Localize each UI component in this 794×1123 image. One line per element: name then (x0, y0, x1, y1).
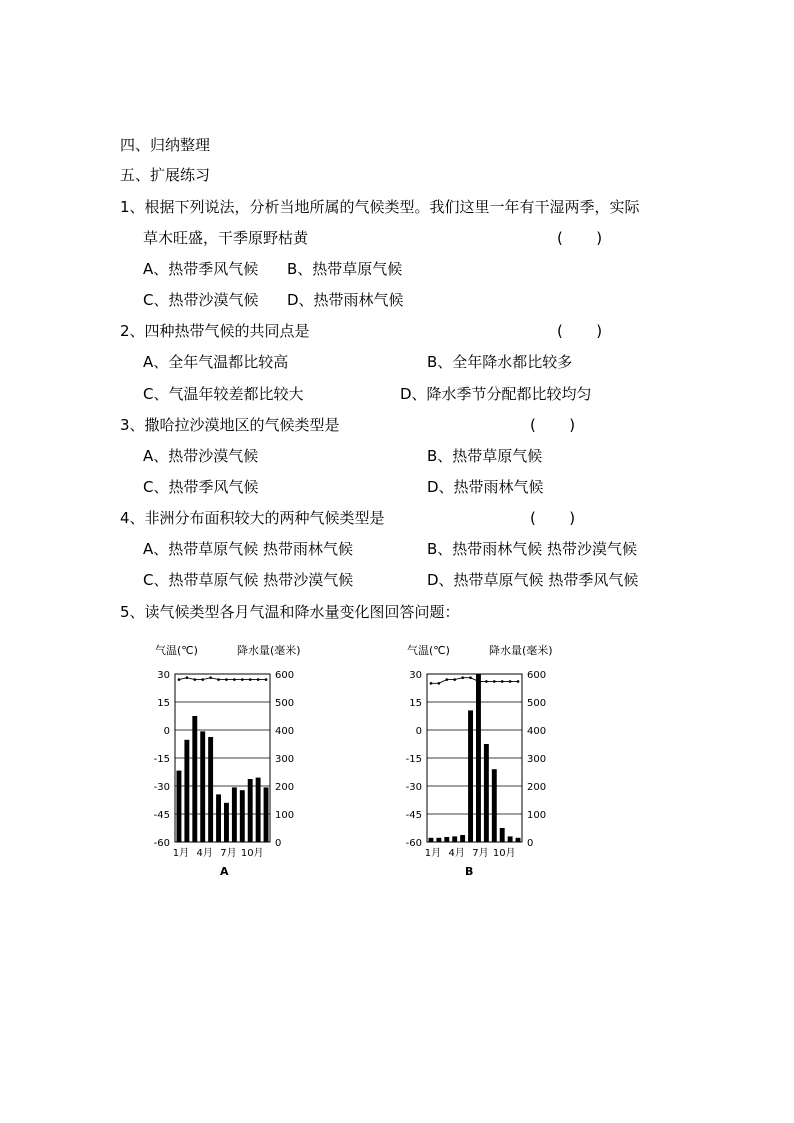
chart-a-precip-bar (240, 790, 245, 842)
chart-b-temperature-point (453, 678, 456, 681)
q1-option-d: D、热带雨林气候 (287, 291, 404, 309)
climate-chart-a (140, 630, 340, 890)
chart-b-temperature-point (485, 680, 488, 683)
chart-b-precip-bar (516, 838, 521, 842)
chart-a-right-tick-label: 500 (275, 698, 295, 709)
chart-a-precip-bar (177, 771, 182, 842)
chart-a-left-tick-label: -15 (153, 754, 170, 765)
q1-answer-blank[interactable]: ( ) (557, 229, 603, 247)
chart-b-right-axis-label: 降水量(毫米) (489, 644, 553, 657)
chart-a-title: A (220, 865, 229, 878)
chart-b-temperature-point (438, 682, 441, 685)
chart-b-precip-bar (460, 835, 465, 842)
chart-a-left-tick-label: -30 (153, 782, 170, 793)
chart-a-precip-bar (248, 779, 253, 842)
chart-b-temperature-point (517, 680, 520, 683)
q4-option-a: A、热带草原气候 热带雨林气候 (143, 540, 354, 558)
chart-a-right-tick-label: 600 (275, 670, 295, 681)
chart-b-temperature-point (469, 676, 472, 679)
chart-b-precip-bar (436, 838, 441, 842)
chart-b-precip-bar (444, 837, 449, 842)
chart-a-right-tick-label: 100 (275, 810, 295, 821)
chart-b-title: B (465, 865, 474, 878)
chart-a-precip-bar (264, 787, 269, 842)
chart-b-right-tick-label: 400 (527, 726, 547, 737)
q1-option-a: A、热带季风气候 (143, 260, 259, 278)
chart-b-temperature-point (509, 680, 512, 683)
chart-b-temperature-point (477, 680, 480, 683)
chart-b-left-tick-label: 0 (415, 726, 422, 737)
q3-option-d: D、热带雨林气候 (427, 478, 544, 496)
q3-answer-blank[interactable]: ( ) (530, 416, 576, 434)
chart-a-left-tick-label: 15 (157, 698, 170, 709)
q1-option-b: B、热带草原气候 (287, 260, 403, 278)
chart-b-x-tick-label: 7月 (472, 848, 489, 859)
chart-b-left-tick-label: 30 (409, 670, 422, 681)
chart-b-temperature-point (501, 680, 504, 683)
chart-a-temperature-point (217, 678, 220, 681)
chart-a-temperature-point (201, 678, 204, 681)
chart-b-temperature-point (445, 678, 448, 681)
chart-b-left-tick-label: -15 (405, 754, 422, 765)
q2-option-a: A、全年气温都比较高 (143, 353, 289, 371)
chart-b-left-tick-label: 15 (409, 698, 422, 709)
chart-a-temperature-line (179, 678, 266, 680)
q3-option-b: B、热带草原气候 (427, 447, 543, 465)
section-5-heading: 五、扩展练习 (120, 166, 211, 184)
q2-answer-blank[interactable]: ( ) (557, 322, 603, 340)
q4-answer-blank[interactable]: ( ) (530, 509, 576, 527)
chart-a-temperature-point (209, 676, 212, 679)
chart-a-temperature-point (249, 678, 252, 681)
chart-a-left-tick-label: -60 (153, 838, 170, 849)
chart-a-left-tick-label: 0 (163, 726, 170, 737)
chart-a-left-tick-label: -45 (153, 810, 170, 821)
chart-a-precip-bar (200, 731, 205, 842)
q2-option-b: B、全年降水都比较多 (427, 353, 573, 371)
q2-option-d: D、降水季节分配都比较均匀 (400, 385, 592, 403)
climate-chart-b (392, 630, 592, 890)
chart-a-temperature-point (241, 678, 244, 681)
chart-b-right-tick-label: 300 (527, 754, 547, 765)
chart-a-precip-bar (232, 787, 237, 842)
q1-stem-line2: 草木旺盛，干季原野枯黄 (143, 229, 309, 247)
chart-a-precip-bar (192, 716, 197, 842)
chart-b-right-tick-label: 0 (527, 838, 534, 849)
chart-a-left-tick-label: 30 (157, 670, 170, 681)
chart-a-x-tick-label: 10月 (240, 848, 264, 859)
q4-option-c: C、热带草原气候 热带沙漠气候 (143, 571, 354, 589)
chart-a-temperature-point (225, 678, 228, 681)
chart-b-precip-bar (452, 836, 457, 842)
chart-b-right-tick-label: 500 (527, 698, 547, 709)
chart-a-precip-bar (208, 737, 213, 842)
chart-a-x-tick-label: 1月 (172, 848, 190, 859)
chart-b-x-tick-label: 10月 (492, 848, 516, 859)
chart-a-temperature-point (193, 678, 196, 681)
chart-b-temperature-point (430, 682, 433, 685)
chart-a-right-axis-label: 降水量(毫米) (237, 644, 301, 657)
chart-a-precip-bar (184, 740, 189, 842)
chart-b-precip-bar (500, 828, 505, 842)
q4-option-b: B、热带雨林气候 热带沙漠气候 (427, 540, 638, 558)
chart-b-temperature-line (431, 678, 518, 684)
chart-a-right-tick-label: 400 (275, 726, 295, 737)
chart-a-temperature-point (186, 676, 189, 679)
chart-a-x-tick-label: 4月 (196, 848, 213, 859)
chart-a-precip-bar (256, 778, 261, 842)
chart-b-temperature-point (493, 680, 496, 683)
chart-b-precip-bar (429, 838, 434, 842)
q1-stem-line1: 1、根据下列说法，分析当地所属的气候类型。我们这里一年有干湿两季，实际 (120, 198, 640, 216)
chart-b-precip-bar (492, 769, 497, 842)
chart-a-right-tick-label: 0 (275, 838, 282, 849)
q5-stem: 5、读气候类型各月气温和降水量变化图回答问题： (120, 603, 460, 621)
chart-a-temperature-point (265, 678, 268, 681)
q2-option-c: C、气温年较差都比较大 (143, 385, 304, 403)
chart-b-right-tick-label: 100 (527, 810, 547, 821)
chart-b-x-tick-label: 4月 (448, 848, 465, 859)
q4-option-d: D、热带草原气候 热带季风气候 (427, 571, 639, 589)
chart-a-temperature-point (233, 678, 236, 681)
chart-b-left-tick-label: -60 (405, 838, 422, 849)
chart-b-left-axis-label: 气温(℃) (407, 644, 450, 657)
q2-stem: 2、四种热带气候的共同点是 (120, 322, 310, 340)
q3-option-a: A、热带沙漠气候 (143, 447, 259, 465)
q3-stem: 3、撒哈拉沙漠地区的气候类型是 (120, 416, 340, 434)
chart-b-precip-bar (468, 710, 473, 842)
chart-a-precip-bar (216, 794, 221, 842)
section-4-heading: 四、归纳整理 (120, 136, 211, 154)
chart-b-left-tick-label: -45 (405, 810, 422, 821)
q3-option-c: C、热带季风气候 (143, 478, 259, 496)
chart-b-temperature-point (461, 676, 464, 679)
chart-b-x-tick-label: 1月 (424, 848, 442, 859)
chart-b-precip-bar (508, 836, 513, 842)
chart-a-right-tick-label: 200 (275, 782, 295, 793)
chart-b-precip-bar (484, 744, 489, 842)
chart-a-precip-bar (224, 803, 229, 842)
chart-b-right-tick-label: 200 (527, 782, 547, 793)
chart-a-temperature-point (257, 678, 260, 681)
chart-b-left-tick-label: -30 (405, 782, 422, 793)
chart-a-right-tick-label: 300 (275, 754, 295, 765)
chart-b-right-tick-label: 600 (527, 670, 547, 681)
chart-a-left-axis-label: 气温(℃) (155, 644, 198, 657)
chart-b-precip-bar (476, 674, 481, 842)
q4-stem: 4、非洲分布面积较大的两种气候类型是 (120, 509, 385, 527)
chart-a-temperature-point (178, 678, 181, 681)
q1-option-c: C、热带沙漠气候 (143, 291, 259, 309)
chart-a-x-tick-label: 7月 (220, 848, 237, 859)
